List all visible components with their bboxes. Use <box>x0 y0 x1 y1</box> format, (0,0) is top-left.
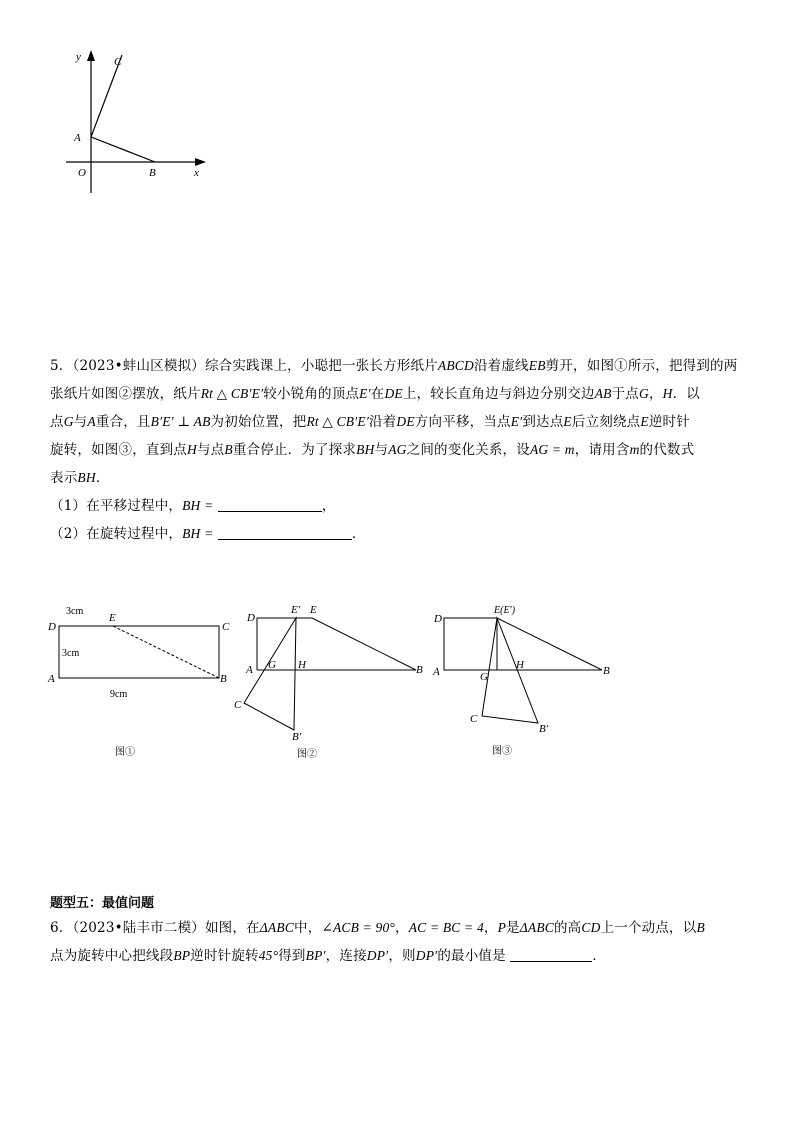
svg-text:E(E′): E(E′) <box>494 605 516 616</box>
question-number: 5． <box>50 358 73 374</box>
q5-line-4: 旋转，如图③，直到点H与点B重合停止．为了探求BH与AG之间的变化关系，设AG = m，请用含m的代数式 <box>50 442 695 458</box>
svg-text:B: B <box>220 673 227 685</box>
fig1-side-length: 3cm <box>62 648 80 659</box>
label-x: x <box>194 167 199 179</box>
coordinate-figure <box>60 45 220 195</box>
fig1-top-length: 3cm <box>66 606 84 617</box>
label-b: B <box>149 167 156 179</box>
fig1-caption: 图① <box>115 747 135 758</box>
svg-text:G: G <box>268 659 276 671</box>
svg-text:B: B <box>416 664 423 676</box>
q6-line-2: 点为旋转中心把线段BP逆时针旋转45°得到BP′，连接DP′，则DP′的最小值是 ． <box>50 948 607 964</box>
svg-text:E: E <box>310 604 317 616</box>
question-number: 6． <box>50 920 73 936</box>
q6-line-1: 6．（2023•陆丰市二模）如图，在ΔABC中，∠ACB = 90°，AC = BC = 4，P是ΔABC的高CD上一个动点，以B <box>50 920 705 936</box>
svg-text:B: B <box>603 665 610 677</box>
y-axis-arrow <box>87 50 95 61</box>
svg-text:E: E <box>109 612 116 624</box>
label-y: y <box>76 51 81 63</box>
question-source: （2023•蚌山区模拟） <box>72 358 205 374</box>
figures-q5 <box>0 600 794 770</box>
svg-text:C: C <box>234 699 242 711</box>
x-axis-arrow <box>195 158 206 166</box>
svg-text:C: C <box>470 713 478 725</box>
svg-text:H: H <box>516 659 524 671</box>
svg-text:A: A <box>48 673 55 685</box>
q5-line-1: 5．（2023•蚌山区模拟）综合实践课上，小聪把一张长方形纸片ABCD沿着虚线EB剪开，如图①所示，把得到的两 <box>50 358 738 374</box>
dashed-eb <box>113 626 219 678</box>
q5-sub-2: （2）在旋转过程中，BH = ． <box>50 526 366 542</box>
answer-blank-3[interactable] <box>510 947 592 962</box>
svg-text:H: H <box>298 659 306 671</box>
answer-blank-1[interactable] <box>218 497 322 512</box>
q5-line-3: 点G与A重合，且B′E′ ⊥ AB为初始位置，把Rt △ CB′E′沿着DE方向平移，当点E′到达点E后立刻绕点E逆时针 <box>50 414 690 430</box>
svg-text:D: D <box>434 613 442 625</box>
q5-line-5: 表示BH． <box>50 470 110 486</box>
label-a: A <box>74 132 81 144</box>
figure-1 <box>47 606 230 758</box>
svg-text:C: C <box>222 621 230 633</box>
svg-text:G: G <box>480 671 488 683</box>
label-o: O <box>78 167 86 179</box>
svg-text:B′: B′ <box>292 731 302 743</box>
question-6 <box>50 914 750 970</box>
figure-3 <box>432 605 610 757</box>
segment-ab <box>91 137 155 162</box>
figure-2 <box>234 604 423 760</box>
label-c: C <box>114 56 122 68</box>
fig1-bottom-length: 9cm <box>110 689 128 700</box>
svg-text:A: A <box>246 664 253 676</box>
section-heading: 题型五：最值问题 <box>50 896 155 911</box>
q5-sub-1: （1）在平移过程中，BH = ， <box>50 498 336 514</box>
q5-line-2: 张纸片如图②摆放，纸片Rt △ CB′E′较小锐角的顶点E′在DE上，较长直角边与斜边分别交边AB于点G，H．以 <box>50 386 701 402</box>
question-source: （2023•陆丰市二模） <box>72 920 205 936</box>
answer-blank-2[interactable] <box>218 525 352 540</box>
svg-text:A: A <box>433 666 440 678</box>
svg-text:D: D <box>247 612 255 624</box>
svg-text:D: D <box>48 621 56 633</box>
question-5 <box>50 352 750 548</box>
svg-text:B′: B′ <box>539 723 549 735</box>
svg-text:E′: E′ <box>291 604 301 616</box>
fig2-caption: 图② <box>297 749 317 760</box>
fig3-caption: 图③ <box>492 746 512 757</box>
